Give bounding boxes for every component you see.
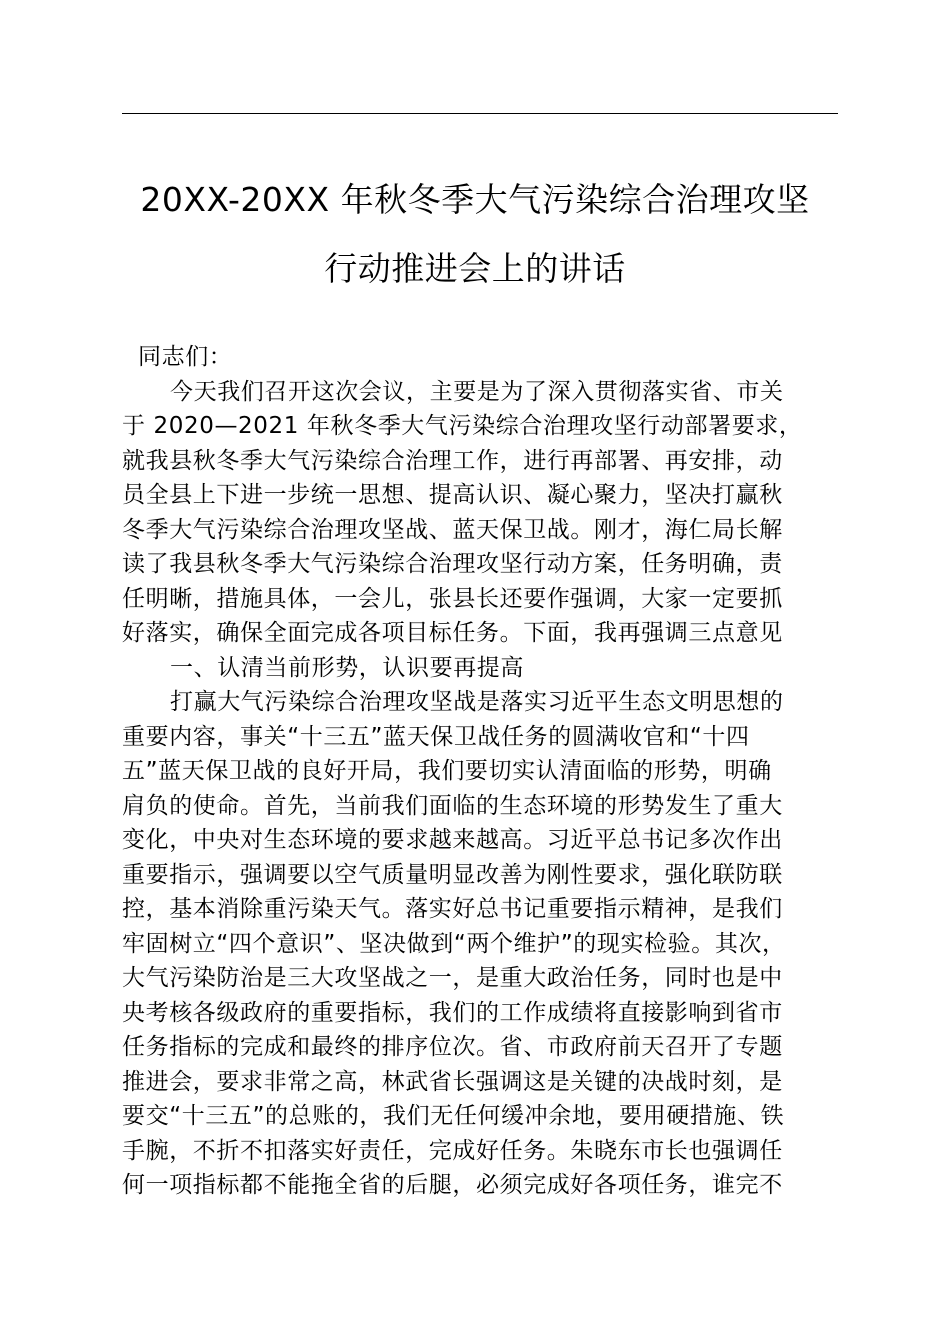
paragraph-2-line-3: 五”蓝天保卫战的良好开局，我们要切实认清面临的形势，明确: [122, 758, 772, 784]
paragraph-2-line-1: 打赢大气污染综合治理攻坚战是落实习近平生态文明思想的: [170, 689, 784, 715]
paragraph-2-line-8: 牢固树立“四个意识”、坚决做到“两个维护”的现实检验。其次，: [122, 930, 786, 957]
paragraph-2-line-6: 重要指示，强调要以空气质量明显改善为刚性要求，强化联防联: [122, 861, 783, 888]
paragraph-2-line-15: 何一项指标都不能拖全省的后腿，必须完成好各项任务，谁完不: [122, 1172, 783, 1198]
paragraph-2-line-5: 变化，中央对生态环境的要求越来越高。习近平总书记多次作出: [122, 827, 783, 853]
paragraph-2-line-12: 推进会，要求非常之高，林武省长强调这是关键的决战时刻，是: [122, 1068, 783, 1095]
paragraph-2-line-10: 央考核各级政府的重要指标，我们的工作成绩将直接影响到省市: [122, 999, 783, 1026]
paragraph-2-line-9: 大气污染防治是三大攻坚战之一，是重大政治任务，同时也是中: [122, 965, 783, 991]
paragraph-2-line-4: 肩负的使命。首先，当前我们面临的生态环境的形势发生了重大: [122, 792, 783, 819]
paragraph-1-line-2: 于 2020—2021 年秋冬季大气污染综合治理攻坚行动部署要求，: [122, 413, 803, 439]
paragraph-2-line-11: 任务指标的完成和最终的排序位次。省、市政府前天召开了专题: [122, 1034, 783, 1060]
title-line-2: 行动推进会上的讲话: [324, 249, 626, 288]
paragraph-1-line-1: 今天我们召开这次会议，主要是为了深入贯彻落实省、市关: [170, 378, 784, 405]
paragraph-1-line-4: 员全县上下进一步统一思想、提高认识、凝心聚力，坚决打赢秋: [122, 482, 783, 508]
salutation: 同志们：: [138, 344, 233, 370]
paragraph-1-line-3: 就我县秋冬季大气污染综合治理工作，进行再部署、再安排，动: [122, 447, 783, 474]
paragraph-2-line-2: 重要内容，事关“十三五”蓝天保卫战任务的圆满收官和“十四: [122, 723, 750, 750]
paragraph-1-line-6: 读了我县秋冬季大气污染综合治理攻坚行动方案，任务明确，责: [122, 551, 783, 577]
paragraph-1-line-7: 任明晰，措施具体，一会儿，张县长还要作强调，大家一定要抓: [122, 585, 783, 612]
header-rule: [122, 113, 838, 114]
paragraph-2-line-7: 控，基本消除重污染天气。落实好总书记重要指示精神，是我们: [122, 896, 783, 922]
paragraph-1-line-5: 冬季大气污染综合治理攻坚战、蓝天保卫战。刚才，海仁局长解: [122, 516, 783, 543]
title-line-1: 20XX-20XX 年秋冬季大气污染综合治理攻坚: [140, 180, 810, 219]
section-heading-1: 一、认清当前形势，认识要再提高: [170, 654, 524, 681]
paragraph-2-line-14: 手腕，不折不扣落实好责任，完成好任务。朱晓东市长也强调任: [122, 1137, 783, 1164]
paragraph-1-line-8: 好落实，确保全面完成各项目标任务。下面，我再强调三点意见: [122, 620, 783, 646]
body-text: [122, 340, 842, 1203]
paragraph-2-line-13: 要交“十三五”的总账的，我们无任何缓冲余地，要用硬措施、铁: [122, 1103, 785, 1129]
